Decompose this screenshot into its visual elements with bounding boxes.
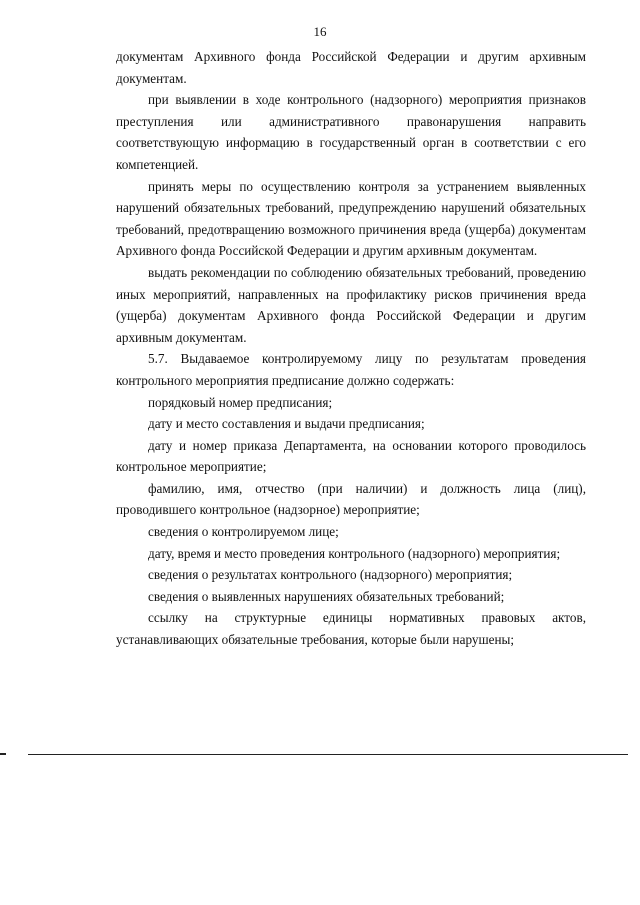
margin-mark — [0, 753, 6, 755]
list-item-legal-references: ссылку на структурные единицы нормативных правовых актов, устанавливающих обязательные требования, которые были нарушены; — [116, 610, 586, 648]
document-body — [116, 46, 586, 651]
list-item-controlled-person: сведения о контролируемом лице; — [148, 524, 339, 540]
horizontal-rule — [28, 754, 628, 755]
list-item-inspector-name: фамилию, имя, отчество (при наличии) и должность лица (лиц), проводившего контрольное (надзорное) мероприятие; — [116, 480, 586, 518]
list-item-violations: сведения о выявленных нарушениях обязательных требований; — [148, 588, 505, 604]
list-item-order-number: порядковый номер предписания; — [148, 394, 333, 410]
page-number: 16 — [313, 24, 327, 39]
paragraph-continuation: документам Архивного фонда Российской Федерации и другим архивным документам. — [116, 49, 586, 86]
list-item-date-place: дату и место составления и выдачи предписания; — [148, 416, 425, 432]
list-item-department-order: дату и номер приказа Департамента, на основании которого проводилось контрольное мероприятие; — [116, 437, 586, 475]
paragraph-report-violations: при выявлении в ходе контрольного (надзорного) мероприятия признаков преступления или административного правонарушения направить соответствующую информацию в государственный орган в соответствии с его компетенцией. — [116, 92, 586, 172]
paragraph-take-measures: принять меры по осуществлению контроля за устранением выявленных нарушений обязательных требований, предупреждению нарушений обязательных требований, предотвращению возможного причинения вреда (ущерба) документам Архивного фонда Российской Федерации и другим архивным документам. — [116, 178, 586, 259]
paragraph-issue-recommendations: выдать рекомендации по соблюдению обязательных требований, проведению иных мероприятий, направленных на профилактику рисков причинения вреда (ущерба) документам Архивного фонда Российской Федерации и другим архивным документам. — [116, 264, 586, 345]
list-item-results: сведения о результатах контрольного (надзорного) мероприятия; — [148, 567, 513, 583]
paragraph-section-5-7: 5.7. Выдаваемое контролируемому лицу по результатам проведения контрольного мероприятия предписание должно содержать: — [116, 351, 586, 388]
list-item-date-time-place: дату, время и место проведения контрольного (надзорного) мероприятия; — [148, 545, 561, 561]
